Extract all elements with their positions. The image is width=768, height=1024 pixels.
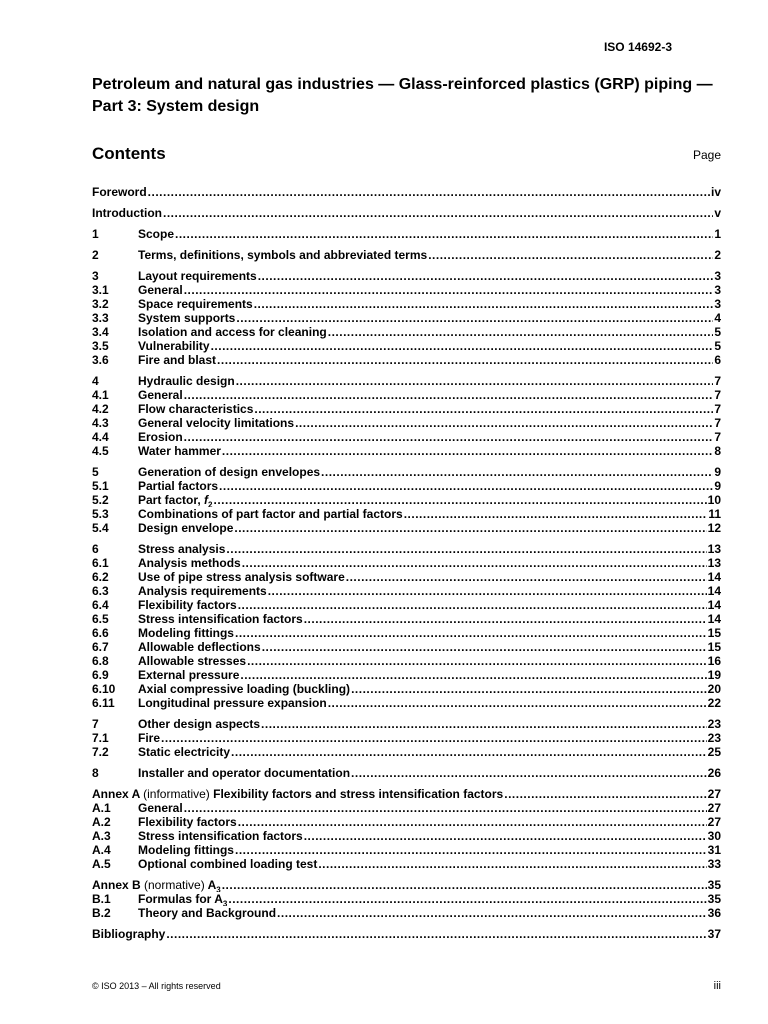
toc-entry-page: 13: [707, 556, 721, 570]
toc-entry-number: 5: [92, 465, 99, 479]
toc-entry-title: Hydraulic design: [138, 374, 235, 388]
toc-entry[interactable]: [92, 311, 721, 325]
toc-entry-page: 4: [714, 311, 721, 325]
toc-entry[interactable]: [92, 857, 721, 871]
toc-entry-page: 13: [707, 542, 721, 556]
toc-entry-page: 33: [707, 857, 721, 871]
toc-entry-page: 22: [707, 696, 721, 710]
toc-entry-number: 4.1: [92, 388, 109, 402]
toc-dot-leader: [295, 416, 713, 430]
toc-entry[interactable]: [92, 584, 721, 598]
toc-entry-number: 4.4: [92, 430, 109, 444]
toc-entry[interactable]: [92, 570, 721, 584]
toc-dot-leader: [404, 507, 708, 521]
toc-entry-number: 6.3: [92, 584, 109, 598]
toc-entry-number: 3: [92, 269, 99, 283]
toc-entry-number: 6.5: [92, 612, 109, 626]
toc-entry-page: 27: [707, 787, 721, 801]
toc-entry-title: Generation of design envelopes: [138, 465, 321, 479]
toc-entry-number: 6.6: [92, 626, 109, 640]
toc-entry-page: 14: [707, 584, 721, 598]
toc-dot-leader: [222, 878, 707, 892]
toc-entry[interactable]: [92, 493, 721, 507]
toc-entry-title: General: [138, 283, 183, 297]
toc-entry-page: 19: [707, 668, 721, 682]
toc-entry-page: 14: [707, 598, 721, 612]
toc-dot-leader: [346, 570, 707, 584]
toc-entry[interactable]: [92, 787, 721, 801]
toc-entry-page: 20: [707, 682, 721, 696]
toc-entry-title: Isolation and access for cleaning: [138, 325, 327, 339]
toc-dot-leader: [184, 801, 707, 815]
toc-entry-page: 37: [707, 927, 721, 941]
toc-entry-page: 5: [714, 325, 721, 339]
toc-dot-leader: [166, 927, 706, 941]
toc-entry[interactable]: [92, 479, 721, 493]
toc-entry-number: 3.2: [92, 297, 109, 311]
toc-entry-page: iv: [710, 185, 721, 199]
toc-entry-title: Use of pipe stress analysis software: [138, 570, 345, 584]
toc-entry-number: 4.5: [92, 444, 109, 458]
toc-entry[interactable]: [92, 521, 721, 535]
toc-entry-title: Partial factors: [138, 479, 219, 493]
toc-entry-page: 35: [707, 892, 721, 906]
toc-entry[interactable]: [92, 668, 721, 682]
toc-entry[interactable]: [92, 339, 721, 353]
toc-entry-page: 14: [707, 570, 721, 584]
toc-entry-title: Terms, definitions, symbols and abbreviated terms: [138, 248, 428, 262]
copyright-notice: © ISO 2013 – All rights reserved: [92, 981, 221, 991]
toc-entry-title: Optional combined loading test: [138, 857, 318, 871]
toc-dot-leader: [268, 584, 707, 598]
toc-entry-number: 3.4: [92, 325, 109, 339]
toc-entry[interactable]: [92, 626, 721, 640]
toc-entry-title: Scope: [138, 227, 175, 241]
toc-entry-number: A.3: [92, 829, 111, 843]
toc-dot-leader: [277, 906, 707, 920]
toc-entry[interactable]: [92, 731, 721, 745]
toc-entry-title: Erosion: [138, 430, 183, 444]
toc-dot-leader: [318, 857, 706, 871]
toc-entry[interactable]: [92, 892, 721, 906]
toc-entry-page: 15: [707, 626, 721, 640]
toc-entry-number: 3.3: [92, 311, 109, 325]
toc-dot-leader: [184, 283, 714, 297]
table-of-contents: [92, 185, 721, 941]
toc-entry-page: 9: [714, 465, 721, 479]
toc-entry[interactable]: [92, 507, 721, 521]
toc-entry-title: System supports: [138, 311, 236, 325]
toc-entry[interactable]: [92, 682, 721, 696]
toc-entry-number: 7: [92, 717, 99, 731]
toc-entry[interactable]: [92, 248, 721, 262]
toc-dot-leader: [328, 696, 707, 710]
toc-entry-page: 3: [714, 283, 721, 297]
document-title: Petroleum and natural gas industries — Glass-reinforced plastics (GRP) piping — Part 3: System design: [92, 76, 713, 115]
toc-dot-leader: [236, 311, 713, 325]
toc-entry-page: 6: [714, 353, 721, 367]
toc-entry[interactable]: [92, 801, 721, 815]
toc-entry-title: External pressure: [138, 668, 240, 682]
toc-entry-title: Layout requirements: [138, 269, 257, 283]
toc-dot-leader: [351, 766, 707, 780]
toc-entry[interactable]: [92, 374, 721, 388]
toc-entry[interactable]: [92, 325, 721, 339]
toc-entry-title: General: [138, 388, 183, 402]
toc-dot-leader: [240, 668, 706, 682]
toc-dot-leader: [242, 556, 707, 570]
toc-entry-title: Part factor, $f_2$: [138, 493, 213, 507]
toc-entry[interactable]: [92, 353, 721, 367]
toc-dot-leader: [304, 829, 707, 843]
toc-entry[interactable]: [92, 598, 721, 612]
toc-entry-title: Other design aspects: [138, 717, 261, 731]
toc-entry-title: Formulas for $A_3$: [138, 892, 228, 906]
toc-entry-title: Modeling fittings: [138, 626, 234, 640]
toc-entry-title: Foreword: [92, 185, 147, 199]
toc-entry-page: 31: [707, 843, 721, 857]
toc-entry-page: 10: [707, 493, 721, 507]
toc-entry-page: 27: [707, 801, 721, 815]
toc-entry-page: 7: [714, 402, 721, 416]
toc-entry[interactable]: [92, 388, 721, 402]
toc-entry[interactable]: [92, 206, 721, 220]
toc-entry-title: General velocity limitations: [138, 416, 295, 430]
toc-dot-leader: [235, 626, 707, 640]
toc-entry-title: Fire: [138, 731, 161, 745]
toc-dot-leader: [254, 402, 713, 416]
toc-dot-leader: [428, 248, 713, 262]
toc-entry-page: 9: [714, 479, 721, 493]
toc-entry[interactable]: [92, 465, 721, 479]
toc-entry[interactable]: [92, 185, 721, 199]
toc-entry[interactable]: [92, 227, 721, 241]
toc-entry-page: 7: [714, 430, 721, 444]
toc-entry-title: Fire and blast: [138, 353, 217, 367]
toc-dot-leader: [247, 654, 707, 668]
toc-entry-number: 3.5: [92, 339, 109, 353]
toc-entry-title: Analysis methods: [138, 556, 241, 570]
toc-dot-leader: [217, 353, 713, 367]
toc-entry-title: Modeling fittings: [138, 843, 234, 857]
toc-entry-number: 6.1: [92, 556, 109, 570]
toc-dot-leader: [219, 479, 713, 493]
standard-number: ISO 14692-3: [603, 40, 672, 54]
toc-entry-number: 4.3: [92, 416, 109, 430]
toc-entry-title: Combinations of part factor and partial factors: [138, 507, 403, 521]
toc-entry-number: 5.3: [92, 507, 109, 521]
page-column-label: Page: [692, 148, 721, 162]
toc-entry[interactable]: [92, 815, 721, 829]
toc-entry-title: Allowable stresses: [138, 654, 247, 668]
toc-entry-title: Design envelope: [138, 521, 234, 535]
toc-entry-number: 2: [92, 248, 99, 262]
toc-entry[interactable]: [92, 269, 721, 283]
toc-entry-number: 6.10: [92, 682, 116, 696]
toc-dot-leader: [163, 206, 713, 220]
toc-dot-leader: [351, 682, 707, 696]
page-number: iii: [713, 980, 721, 992]
toc-entry[interactable]: [92, 878, 721, 892]
toc-dot-leader: [261, 717, 707, 731]
toc-entry-title: Installer and operator documentation: [138, 766, 351, 780]
toc-entry[interactable]: [92, 542, 721, 556]
toc-entry-number: A.2: [92, 815, 111, 829]
toc-entry[interactable]: [92, 696, 721, 710]
toc-entry[interactable]: [92, 612, 721, 626]
toc-entry[interactable]: [92, 444, 721, 458]
toc-dot-leader: [161, 731, 707, 745]
toc-entry-page: 30: [707, 829, 721, 843]
toc-dot-leader: [238, 598, 707, 612]
toc-dot-leader: [321, 465, 713, 479]
toc-entry[interactable]: [92, 766, 721, 780]
toc-entry-title: Allowable deflections: [138, 640, 261, 654]
toc-entry-page: v: [714, 206, 721, 220]
toc-entry-number: 7.1: [92, 731, 109, 745]
toc-entry[interactable]: [92, 717, 721, 731]
toc-dot-leader: [231, 745, 707, 759]
toc-dot-leader: [235, 843, 707, 857]
toc-entry-number: 5.1: [92, 479, 109, 493]
toc-entry-number: A.4: [92, 843, 111, 857]
toc-entry-number: 3.1: [92, 283, 109, 297]
toc-entry[interactable]: [92, 283, 721, 297]
toc-entry-title: Flow characteristics: [138, 402, 254, 416]
toc-dot-leader: [262, 640, 707, 654]
toc-entry-title: Introduction: [92, 206, 162, 220]
toc-entry-number: 5.4: [92, 521, 109, 535]
toc-entry-number: A.1: [92, 801, 111, 815]
toc-dot-leader: [254, 297, 714, 311]
toc-entry-page: 27: [707, 815, 721, 829]
toc-dot-leader: [175, 227, 713, 241]
toc-entry-title: General: [138, 801, 183, 815]
toc-entry-title: Flexibility factors: [138, 598, 237, 612]
toc-entry[interactable]: [92, 430, 721, 444]
toc-dot-leader: [213, 493, 706, 507]
toc-entry[interactable]: [92, 906, 721, 920]
toc-entry-number: B.2: [92, 906, 111, 920]
toc-entry-number: 7.2: [92, 745, 109, 759]
toc-entry-page: 1: [714, 227, 721, 241]
toc-entry[interactable]: [92, 297, 721, 311]
toc-entry[interactable]: [92, 654, 721, 668]
toc-entry-title: Longitudinal pressure expansion: [138, 696, 327, 710]
toc-entry-number: 4: [92, 374, 99, 388]
toc-entry-page: 23: [707, 717, 721, 731]
toc-dot-leader: [504, 787, 706, 801]
toc-entry-page: 2: [714, 248, 721, 262]
toc-entry-page: 15: [707, 640, 721, 654]
toc-entry-number: A.5: [92, 857, 111, 871]
toc-entry-number: 3.6: [92, 353, 109, 367]
toc-entry-page: 14: [707, 612, 721, 626]
toc-entry-page: 7: [714, 388, 721, 402]
toc-entry-number: 6.2: [92, 570, 109, 584]
toc-entry-title: Analysis requirements: [138, 584, 267, 598]
toc-entry-page: 23: [707, 731, 721, 745]
toc-dot-leader: [184, 388, 714, 402]
toc-entry-page: 11: [708, 507, 721, 521]
toc-dot-leader: [234, 521, 706, 535]
toc-entry-number: 4.2: [92, 402, 109, 416]
toc-entry-page: 7: [714, 416, 721, 430]
toc-entry-number: 5.2: [92, 493, 109, 507]
toc-entry[interactable]: [92, 402, 721, 416]
toc-dot-leader: [328, 325, 714, 339]
toc-entry[interactable]: [92, 416, 721, 430]
toc-entry-page: 3: [714, 297, 721, 311]
toc-entry-title: Stress intensification factors: [138, 829, 303, 843]
toc-entry-number: 1: [92, 227, 99, 241]
toc-entry-title: Annex B (normative) $A_3$: [92, 878, 221, 892]
toc-entry-page: 25: [707, 745, 721, 759]
toc-entry-title: Bibliography: [92, 927, 166, 941]
contents-heading: Contents: [92, 144, 166, 163]
toc-entry-title: Space requirements: [138, 297, 253, 311]
toc-entry-page: 36: [707, 906, 721, 920]
toc-entry-title: Annex A (informative) Flexibility factors and stress intensification factors: [92, 787, 504, 801]
toc-entry-title: Axial compressive loading (buckling): [138, 682, 351, 696]
toc-entry-number: 6.8: [92, 654, 109, 668]
toc-dot-leader: [226, 542, 706, 556]
toc-entry-page: 3: [714, 269, 721, 283]
toc-entry-page: 16: [707, 654, 721, 668]
toc-entry-page: 12: [707, 521, 721, 535]
toc-dot-leader: [236, 374, 714, 388]
toc-entry-title: Theory and Background: [138, 906, 277, 920]
toc-entry[interactable]: [92, 556, 721, 570]
toc-entry-number: 6.4: [92, 598, 109, 612]
toc-entry-number: 8: [92, 766, 99, 780]
toc-entry[interactable]: [92, 829, 721, 843]
toc-entry-page: 8: [714, 444, 721, 458]
toc-entry-page: 7: [714, 374, 721, 388]
toc-entry-number: 6.9: [92, 668, 109, 682]
toc-entry[interactable]: [92, 843, 721, 857]
toc-dot-leader: [258, 269, 714, 283]
toc-dot-leader: [228, 892, 706, 906]
toc-dot-leader: [148, 185, 710, 199]
toc-dot-leader: [211, 339, 714, 353]
toc-entry-title: Stress analysis: [138, 542, 226, 556]
toc-entry-number: B.1: [92, 892, 111, 906]
toc-entry-title: Water hammer: [138, 444, 221, 458]
toc-entry-title: Flexibility factors: [138, 815, 237, 829]
toc-entry[interactable]: [92, 927, 721, 941]
toc-entry[interactable]: [92, 745, 721, 759]
toc-entry-title: Stress intensification factors: [138, 612, 303, 626]
toc-dot-leader: [184, 430, 714, 444]
toc-entry-title: Static electricity: [138, 745, 231, 759]
toc-entry-number: 6.11: [92, 696, 115, 710]
toc-entry-page: 35: [707, 878, 721, 892]
toc-dot-leader: [222, 444, 713, 458]
toc-entry-title: Vulnerability: [138, 339, 210, 353]
toc-entry-page: 5: [714, 339, 721, 353]
toc-entry[interactable]: [92, 640, 721, 654]
toc-entry-number: 6.7: [92, 640, 109, 654]
toc-dot-leader: [304, 612, 707, 626]
toc-entry-number: 6: [92, 542, 99, 556]
toc-entry-page: 26: [707, 766, 721, 780]
toc-dot-leader: [238, 815, 707, 829]
